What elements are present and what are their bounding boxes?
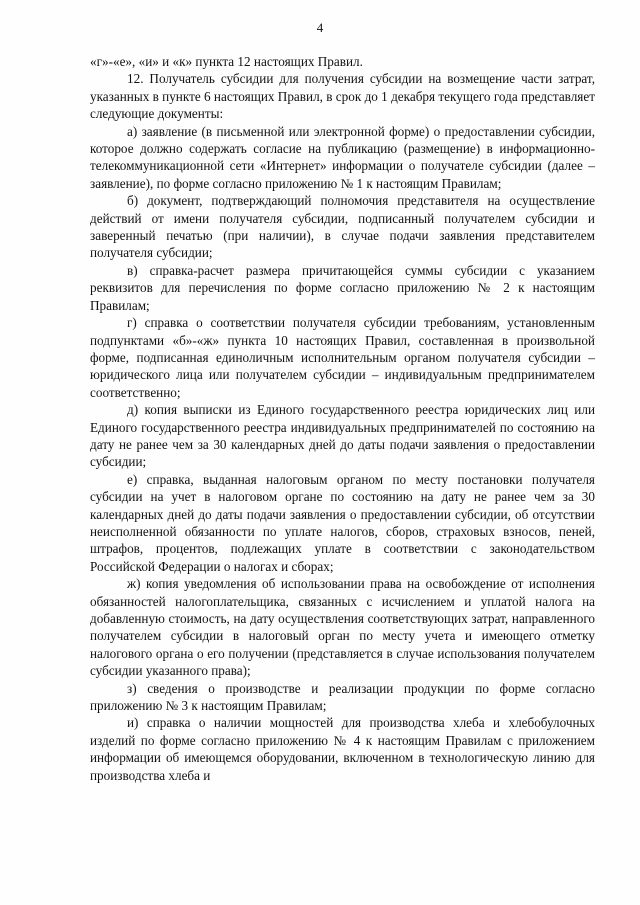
paragraph-item-z: з) сведения о производстве и реализации продукции по форме согласно приложению № 3 к настоящим Правилам; xyxy=(90,680,595,714)
paragraph-item-i: и) справка о наличии мощностей для производства хлеба и хлебобулочных изделий по форме согласно приложению № 4 к настоящим Правилам с приложением информации об имеющемся оборудовании, включенном в технологическую линию для производства хлеба и xyxy=(90,715,595,783)
paragraph-item-e: е) справка, выданная налоговым органом по месту постановки получателя субсидии на учет в налоговом органе по состоянию на дату не ранее чем за 30 календарных дней до даты подачи заявления о предоставлении субсидии, об отсутствии неисполненной обязанности по уплате налогов, сборов, страховых взносов, пеней, штрафов, процентов, подлежащих уплате в соответствии с законодательством Российской Федерации о налогах и сборах; xyxy=(90,471,595,574)
paragraph-item-d: д) копия выписки из Единого государственного реестра юридических лиц или Единого государственного реестра индивидуальных предпринимателей по состоянию на дату не ранее чем за 30 календарных дней до даты подачи заявления о предоставлении субсидии; xyxy=(90,402,595,470)
paragraph-item-v: в) справка-расчет размера причитающейся суммы субсидии с указанием реквизитов для перечисления по форме согласно приложению № 2 к настоящим Правилам; xyxy=(90,262,595,313)
document-body xyxy=(90,53,595,784)
paragraph-item-zh: ж) копия уведомления об использовании права на освобождение от исполнения обязанностей налогоплательщика, связанных с исчислением и уплатой налога на добавленную стоимость, на дату осуществления соответствующих затрат, направленного получателем субсидии в налоговый орган по месту учета и имеющего отметку налогового органа о его получении (представляется в случае использования получателем субсидии указанного права); xyxy=(90,576,595,679)
paragraph-continuation: «г»-«е», «и» и «к» пункта 12 настоящих Правил. xyxy=(90,54,363,69)
paragraph-12: 12. Получатель субсидии для получения субсидии на возмещение части затрат, указанных в пункте 6 настоящих Правил, в срок до 1 декабря текущего года представляет следующие документы: xyxy=(90,71,595,122)
paragraph-item-a: а) заявление (в письменной или электронной форме) о предоставлении субсидии, которое должно содержать согласие на публикацию (размещение) в информационно-телекоммуникационной сети «Интернет» информации о получателе субсидии (далее – заявление), по форме согласно приложению № 1 к настоящим Правилам; xyxy=(90,123,595,191)
paragraph-item-b: б) документ, подтверждающий полномочия представителя на осуществление действий от имени получателя субсидии, подписанный получателем субсидии и заверенный печатью (при наличии), в случае подачи заявления представителем получателя субсидии; xyxy=(90,193,595,261)
paragraph-item-g: г) справка о соответствии получателя субсидии требованиям, установленным подпунктами «б»-«ж» пункта 10 настоящих Правил, составленная в произвольной форме, подписанная единоличным исполнительным органом получателя субсидии – юридического лица или получателем субсидии – индивидуальным предпринимателем соответственно; xyxy=(90,315,595,400)
page-number: 4 xyxy=(316,20,324,35)
